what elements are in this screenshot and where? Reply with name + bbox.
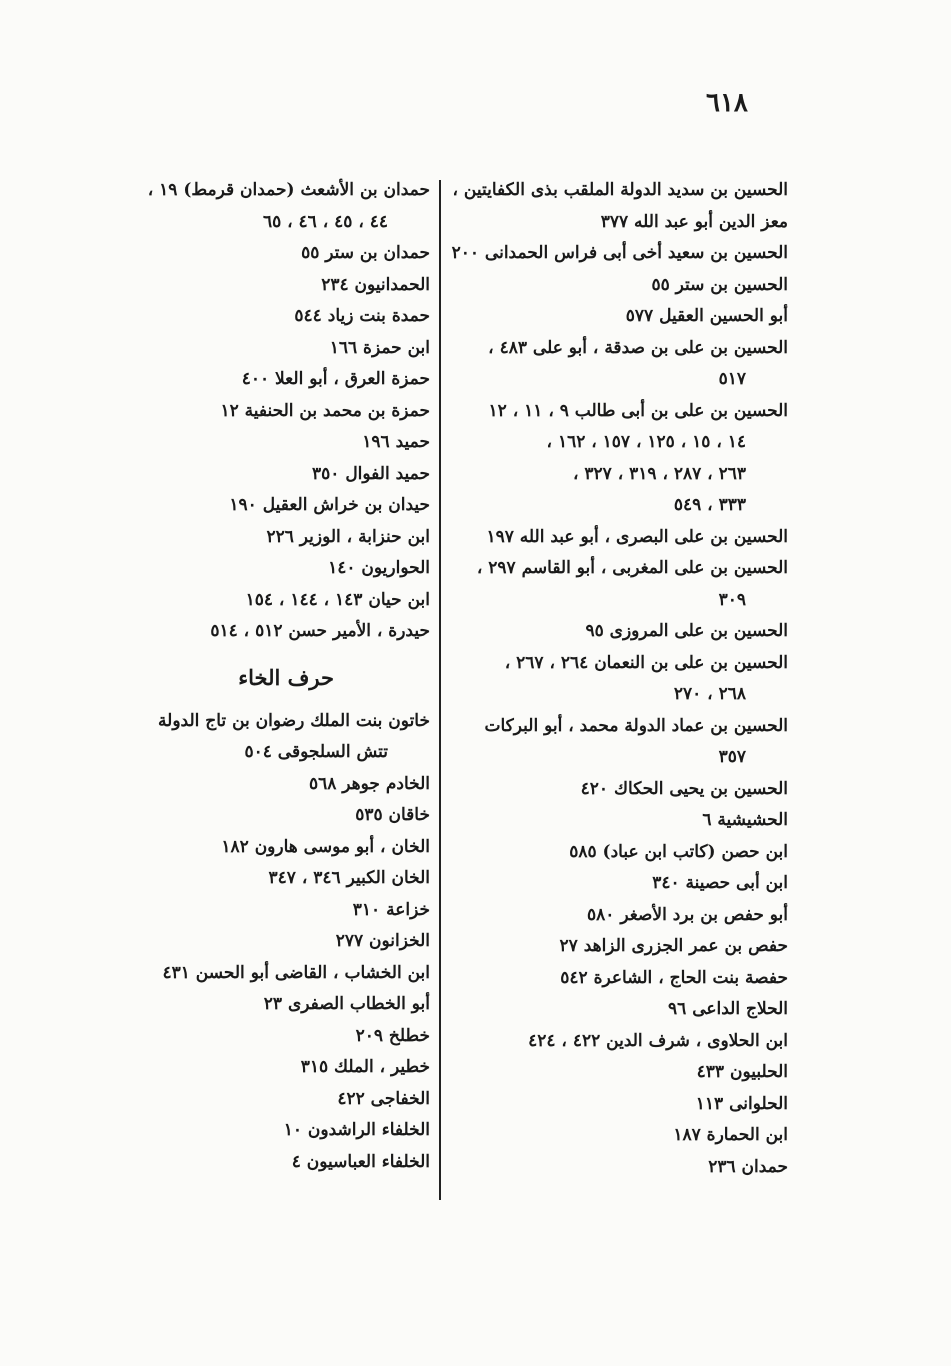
index-entry: خطلخ ٢٠٩ bbox=[355, 1025, 430, 1046]
index-entry: الحسين بن على البصرى ، أبو عبد الله ١٩٧ bbox=[486, 526, 788, 547]
index-entry-continuation: تتش السلجوقى ٥٠٤ bbox=[244, 742, 388, 762]
index-entries-ha-continued bbox=[100, 175, 430, 648]
index-entry-continuation: ٣٣٣ ، ٥٤٩ bbox=[673, 495, 746, 515]
index-entry: ابن حنزابة ، الوزير ٢٢٦ bbox=[266, 526, 430, 547]
index-entry-continuation: ٥١٧ bbox=[718, 369, 746, 389]
section-heading: حرف الخاء bbox=[238, 664, 334, 690]
index-entry: حمدان بن الأشعث (حمدان قرمط) ١٩ ، bbox=[147, 180, 430, 200]
index-entry: ابن أبى حصينة ٣٤٠ bbox=[652, 873, 788, 893]
index-entry: الخادم جوهر ٥٦٨ bbox=[308, 773, 430, 794]
index-entry: ابن الحمارة ١٨٧ bbox=[673, 1125, 788, 1145]
index-entry: حميد ١٩٦ bbox=[362, 432, 430, 452]
index-entry: حيدرة ، الأمير حسن ٥١٢ ، ٥١٤ bbox=[210, 621, 430, 641]
index-entries-kha bbox=[100, 706, 430, 1179]
index-entry-continuation: ٤٤ ، ٤٥ ، ٤٦ ، ٦٥ bbox=[262, 211, 388, 232]
index-entry: الحسين بن على المروزى ٩٥ bbox=[585, 621, 788, 641]
index-entry: الحشيشية ٦ bbox=[702, 810, 788, 830]
index-entry: أبو حفص بن برد الأصغر ٥٨٠ bbox=[587, 904, 788, 925]
index-entry: حميد الفوال ٣٥٠ bbox=[312, 463, 430, 484]
index-entry: حمزة بن محمد بن الحنفية ١٢ bbox=[220, 400, 430, 421]
index-entry: الحلاج الداعى ٩٦ bbox=[668, 999, 788, 1019]
column-divider bbox=[439, 180, 441, 1200]
index-entry: أبو الخطاب الصفرى ٢٣ bbox=[263, 994, 430, 1014]
index-entry: الحسين بن على المغربى ، أبو القاسم ٢٩٧ ، bbox=[476, 558, 788, 578]
index-entry-continuation: ٢٦٨ ، ٢٧٠ bbox=[673, 684, 746, 704]
index-entry: الحسين بن يحيى الحكاك ٤٢٠ bbox=[580, 778, 788, 799]
index-entry-continuation: ٣٥٧ bbox=[718, 747, 746, 767]
index-entry: خاتون بنت الملك رضوان بن تاج الدولة bbox=[158, 710, 430, 731]
index-entry: الحسين بن على بن النعمان ٢٦٤ ، ٢٦٧ ، bbox=[504, 652, 788, 673]
index-column-right bbox=[451, 175, 788, 1183]
index-entry: الخلفاء العباسيون ٤ bbox=[291, 1151, 430, 1172]
index-entry: حفصة بنت الحاج ، الشاعرة ٥٤٢ bbox=[560, 967, 788, 988]
index-entry: خزاعة ٣١٠ bbox=[352, 899, 430, 920]
index-entry: الخفاجى ٤٢٢ bbox=[337, 1088, 430, 1109]
index-entry-continuation: ٣٠٩ bbox=[718, 589, 746, 610]
index-entry: ابن حيان ١٤٣ ، ١٤٤ ، ١٥٤ bbox=[245, 589, 430, 610]
index-entry: الحسين بن على بن صدقة ، أبو على ٤٨٣ ، bbox=[488, 337, 788, 358]
index-entry: حمدان بن ستر ٥٥ bbox=[301, 243, 430, 263]
index-entry: حمدة بنت زياد ٥٤٤ bbox=[294, 306, 430, 326]
index-entry: حمزة العرق ، أبو العلا ٤٠٠ bbox=[241, 369, 430, 389]
index-entry: الحلبيون ٤٣٣ bbox=[696, 1062, 788, 1082]
index-entry: خطير ، الملك ٣١٥ bbox=[300, 1057, 430, 1077]
index-entry-continuation: ٢٦٣ ، ٢٨٧ ، ٣١٩ ، ٣٢٧ ، bbox=[572, 463, 746, 484]
index-entry: حيدان بن خراش العقيل ١٩٠ bbox=[229, 495, 430, 515]
index-entry: الحسين بن على بن أبى طالب ٩ ، ١١ ، ١٢ bbox=[488, 400, 788, 421]
index-entry: خاقان ٥٣٥ bbox=[355, 805, 430, 825]
index-entry: الخزانون ٢٧٧ bbox=[335, 931, 430, 951]
index-entry: الخلفاء الراشدون ١٠ bbox=[283, 1120, 430, 1140]
index-entry: الحواريون ١٤٠ bbox=[328, 558, 430, 578]
index-entry: ابن الخشاب ، القاضى أبو الحسن ٤٣١ bbox=[162, 962, 430, 983]
index-entry: ابن الحلاوى ، شرف الدين ٤٢٢ ، ٤٢٤ bbox=[528, 1030, 788, 1051]
index-entry: الخان الكبير ٣٤٦ ، ٣٤٧ bbox=[268, 868, 430, 888]
index-entry: ابن حصن (كاتب ابن عباد) ٥٨٥ bbox=[569, 841, 788, 862]
index-entry: الحمدانيون ٢٣٤ bbox=[321, 274, 430, 295]
index-entry: الحسين بن عماد الدولة محمد ، أبو البركات bbox=[484, 715, 788, 736]
index-entry-continuation: ١٤ ، ١٥ ، ١٢٥ ، ١٥٧ ، ١٦٢ ، bbox=[546, 432, 746, 452]
index-entry: معز الدين أبو عبد الله ٣٧٧ bbox=[600, 211, 788, 232]
index-entry: حفص بن عمر الجزرى الزاهد ٢٧ bbox=[559, 936, 788, 956]
index-column-left bbox=[100, 175, 430, 1178]
index-entry: الحلوانى ١١٣ bbox=[695, 1093, 788, 1114]
index-entry: حمدان ٢٣٦ bbox=[708, 1156, 788, 1177]
page-number: ٦١٨ bbox=[706, 88, 748, 118]
index-entry: الحسين بن سعيد أخى أبى فراس الحمدانى ٢٠٠ bbox=[451, 243, 788, 263]
index-entry: الخان ، أبو موسى هارون ١٨٢ bbox=[221, 836, 430, 857]
index-entry: الحسين بن ستر ٥٥ bbox=[651, 274, 788, 295]
index-entry: ابن حمزة ١٦٦ bbox=[329, 337, 430, 358]
index-entry: أبو الحسين العقيل ٥٧٧ bbox=[625, 306, 788, 326]
index-entry: الحسين بن سديد الدولة الملقب بذى الكفايتين ، bbox=[452, 180, 788, 200]
